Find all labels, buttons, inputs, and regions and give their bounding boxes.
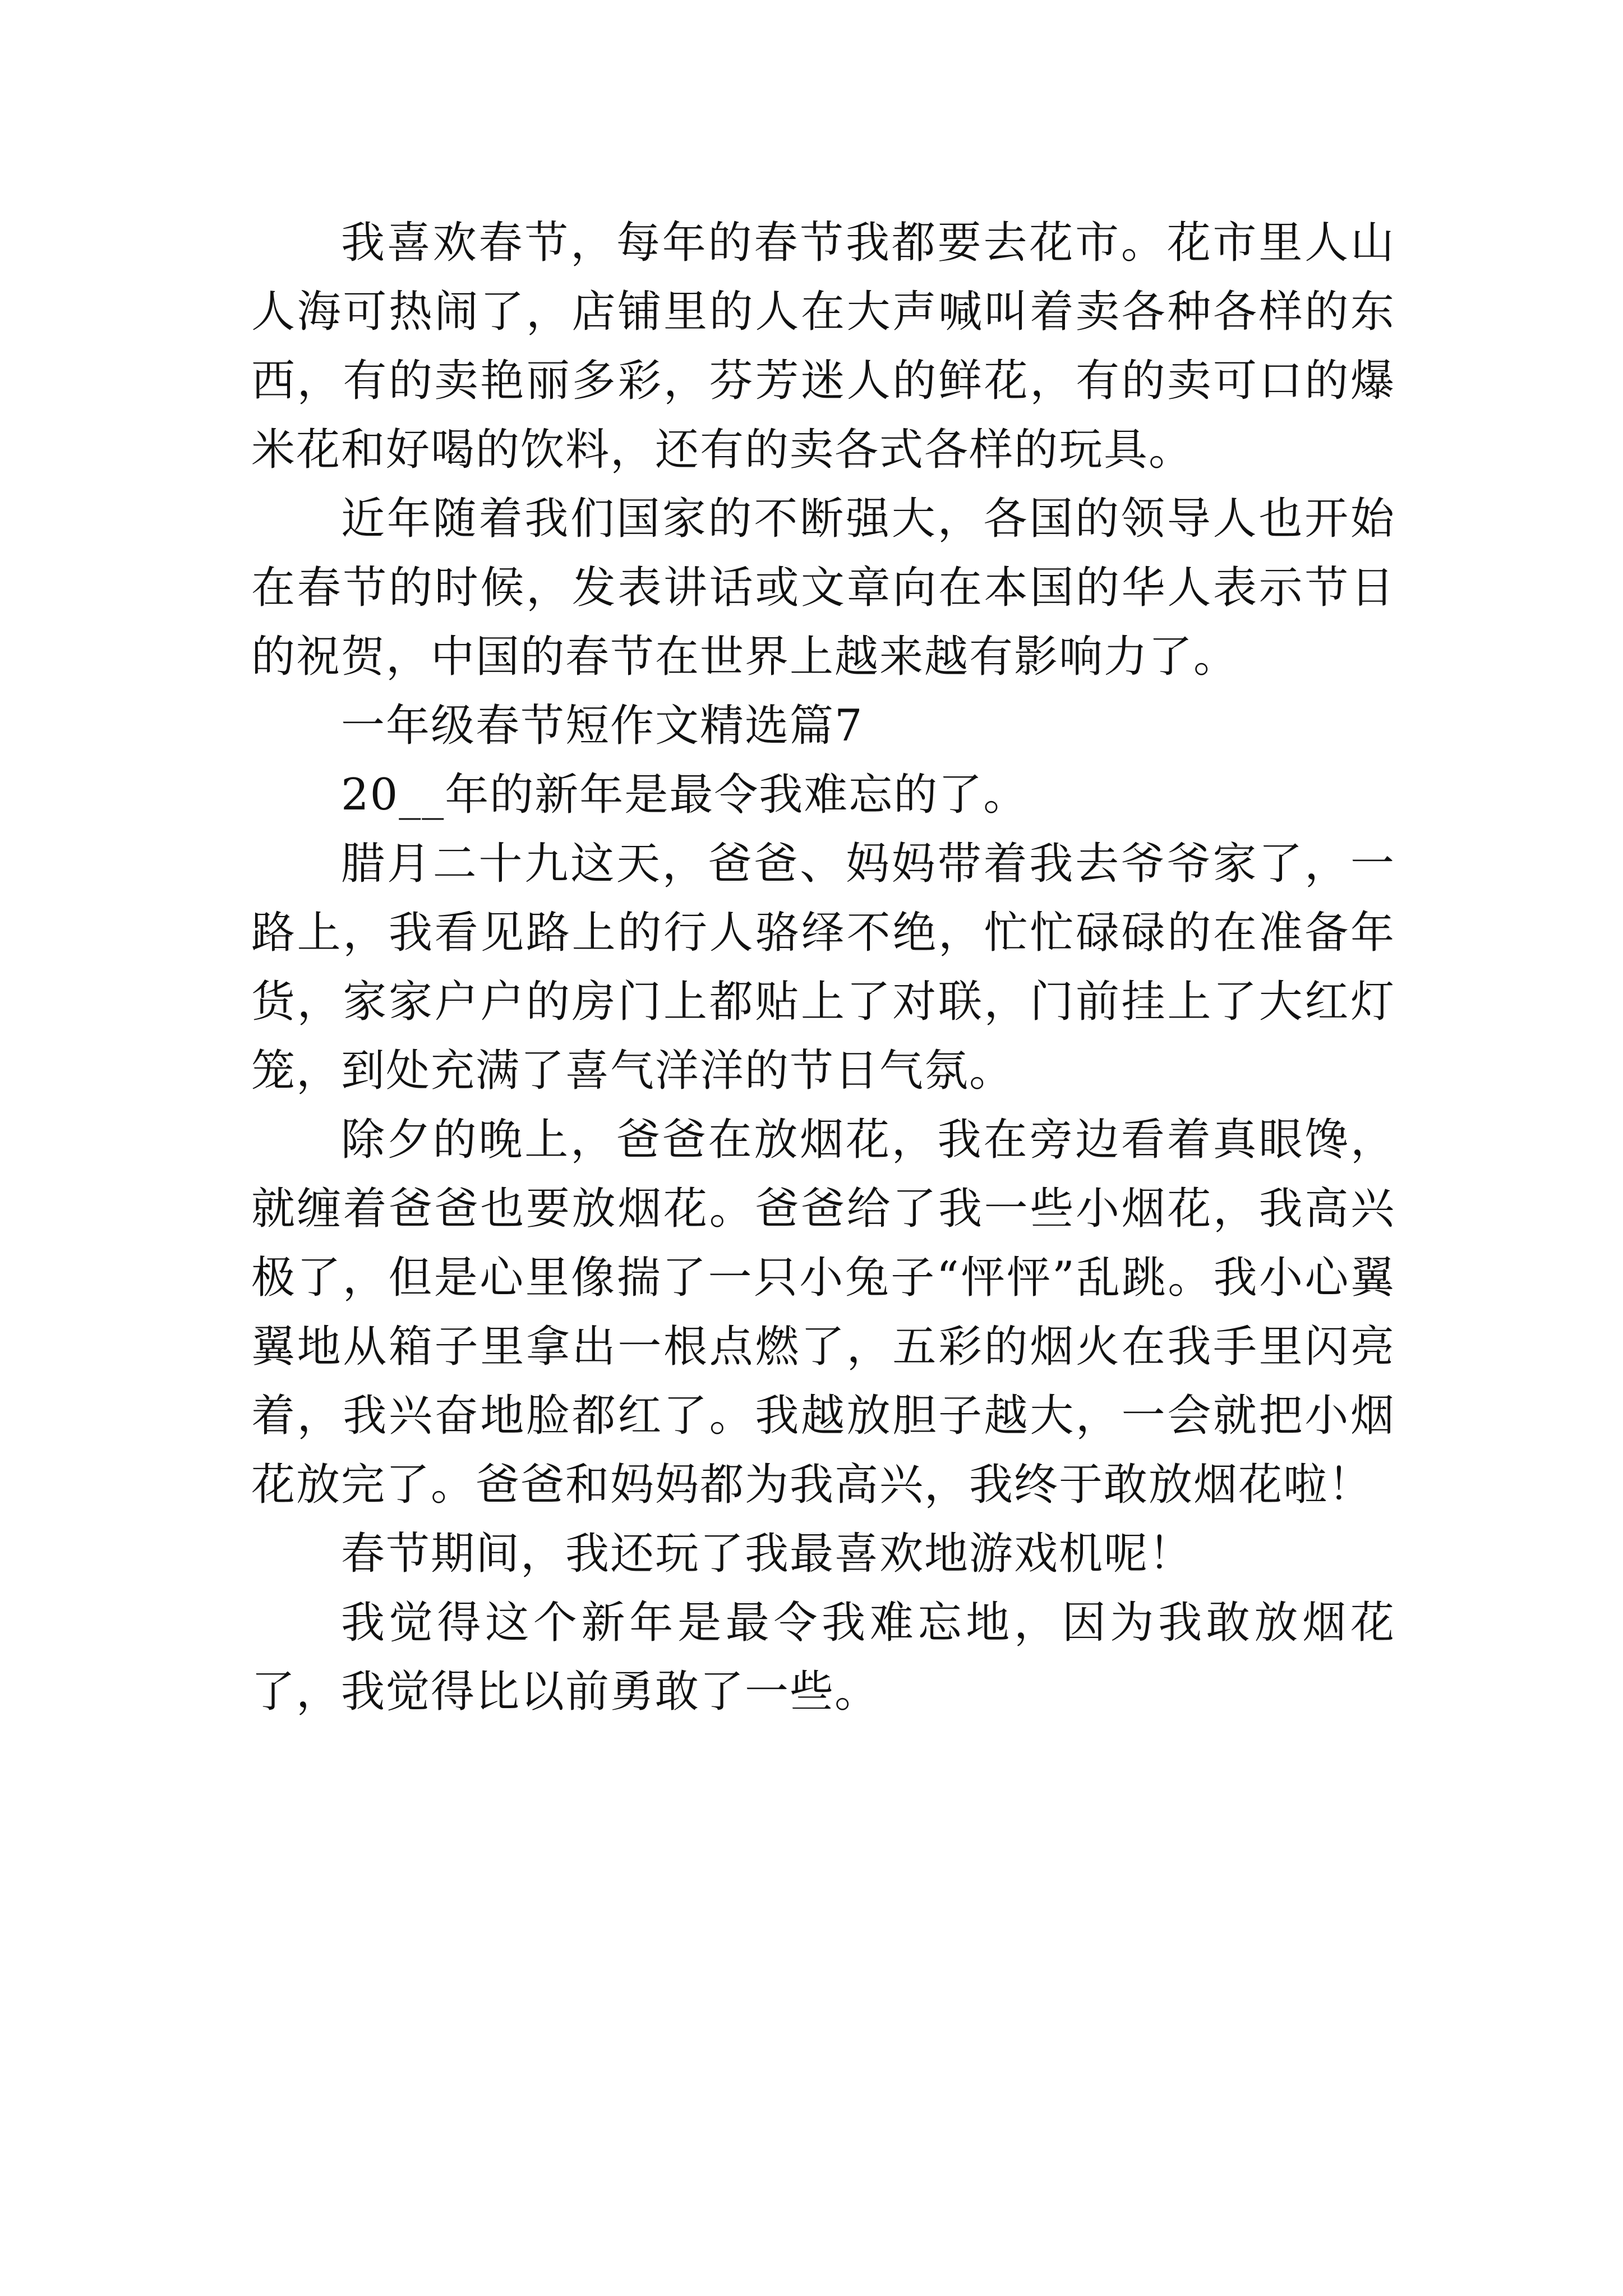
paragraph-conclusion: 我觉得这个新年是最令我难忘地，因为我敢放烟花了，我觉得比以前勇敢了一些。 — [251, 1598, 1395, 1717]
paragraph-unforgettable-year: 20__年的新年是最令我难忘的了。 — [341, 770, 1029, 820]
section-heading: 一年级春节短作文精选篇7 — [341, 701, 864, 751]
paragraph-grandpa-visit: 腊月二十九这天，爸爸、妈妈带着我去爷爷家了，一路上，我看见路上的行人骆绎不绝，忙忙碌碌的在准备年货，家家户户的房门上都贴上了对联，门前挂上了大红灯笼，到处充满了喜气洋洋的节日气氛。 — [251, 839, 1395, 1096]
paragraph-flower-market: 我喜欢春节，每年的春节我都要去花市。花市里人山人海可热闹了，店铺里的人在大声喊叫着卖各种各样的东西，有的卖艳丽多彩，芬芳迷人的鲜花，有的卖可口的爆米花和好喝的饮料，还有的卖各式各样的玩具。 — [251, 218, 1395, 475]
paragraph-fireworks: 除夕的晚上，爸爸在放烟花，我在旁边看着真眼馋，就缠着爸爸也要放烟花。爸爸给了我一些小烟花，我高兴极了，但是心里像揣了一只小兔子“怦怦”乱跳。我小心翼翼地从箱子里拿出一根点燃了，五彩的烟火在我手里闪亮着，我兴奋地脸都红了。我越放胆子越大，一会就把小烟花放完了。爸爸和妈妈都为我高兴，我终于敢放烟花啦！ — [251, 1115, 1395, 1510]
paragraph-world-influence: 近年随着我们国家的不断强大，各国的领导人也开始在春节的时候，发表讲话或文章向在本国的华人表示节日的祝贺，中国的春节在世界上越来越有影响力了。 — [251, 494, 1395, 682]
document-body — [251, 209, 1395, 1727]
paragraph-game-console: 春节期间，我还玩了我最喜欢地游戏机呢！ — [341, 1529, 1194, 1579]
